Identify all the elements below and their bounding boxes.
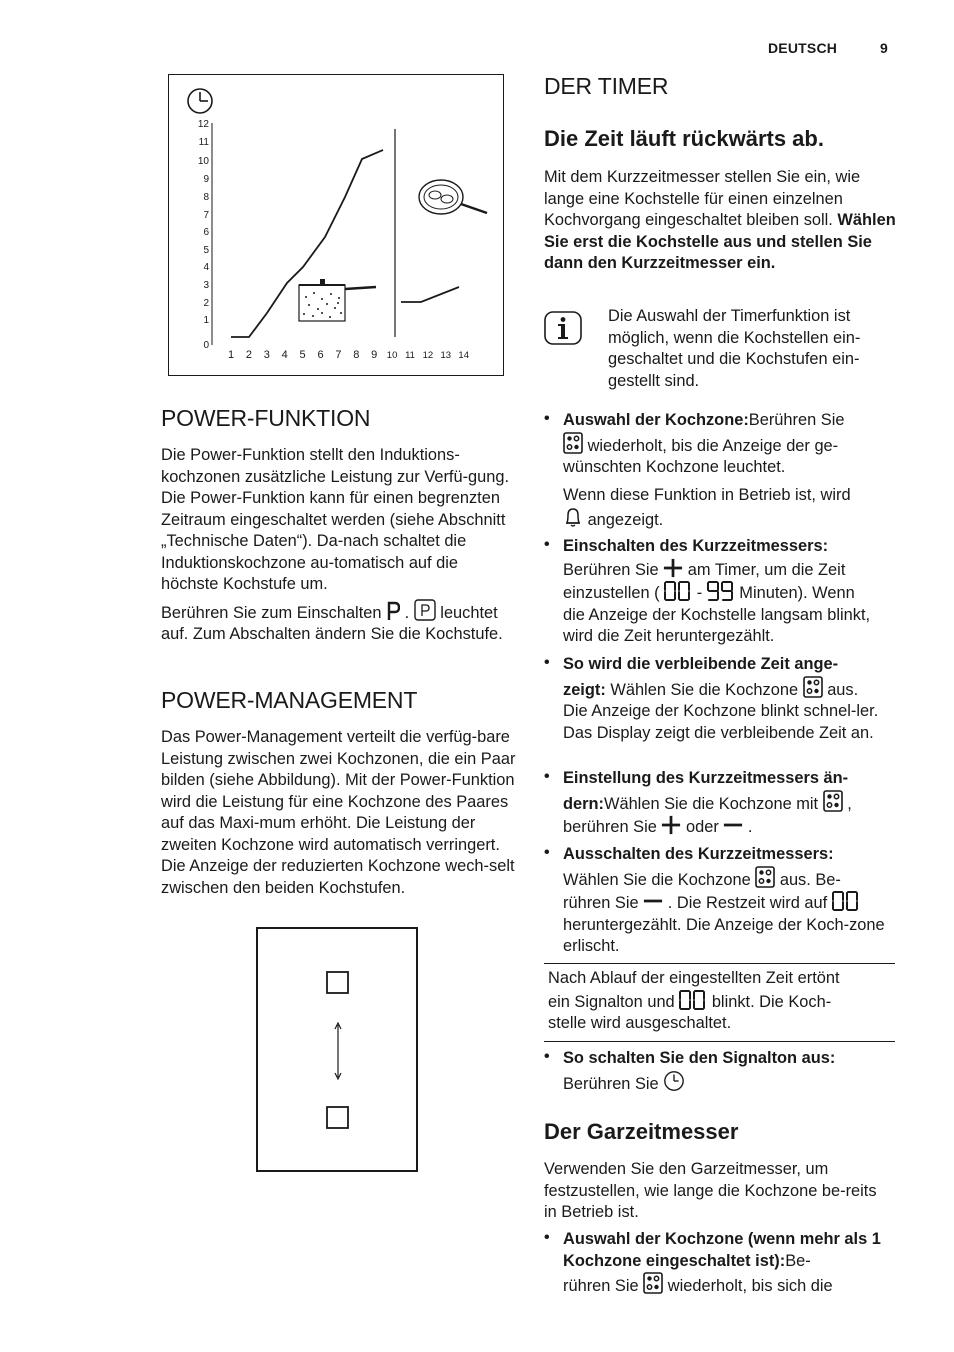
- timer-subtitle: Die Zeit läuft rückwärts ab.: [544, 126, 824, 151]
- power-graph-figure: [168, 74, 504, 376]
- bullet-1-text-c: wünschten Kochzone leuchtet.: [563, 458, 786, 476]
- garzeitmesser-text: Verwenden Sie den Garzeitmesser, um festzustellen, wie lange die Kochzone be-reits in Betrieb ist.: [544, 1160, 877, 1221]
- y-tick-label: 8: [203, 192, 209, 203]
- bullet-6-heading: So schalten Sie den Signalton aus:: [563, 1049, 836, 1067]
- page-number: 9: [880, 40, 888, 56]
- bullet-2-text-b: am Timer, um die Zeit: [687, 560, 846, 579]
- x-tick-label: 8: [353, 349, 360, 361]
- note-text-c: blinkt. Die Koch-: [711, 992, 832, 1011]
- display-00-icon: [664, 584, 692, 602]
- bullet-2-text-d: -: [696, 584, 703, 602]
- bullet-4-heading-a: Einstellung des Kurzzeitmessers än-: [563, 769, 849, 787]
- power-display-icon: [414, 599, 436, 621]
- x-tick-label: 5: [299, 349, 306, 361]
- note-text-d: stelle wird ausgeschaltet.: [548, 1014, 732, 1032]
- lower-zone-square: [327, 1107, 348, 1128]
- y-tick-label: 5: [203, 245, 209, 256]
- bullet-signalton-aus: • So schalten Sie den Signalton aus: Berühren Sie: [544, 1048, 836, 1093]
- bullet-4-text-b: ,: [847, 794, 852, 813]
- x-tick-label: 7: [335, 349, 342, 361]
- bullet-5-text-b: aus. Be-: [779, 870, 841, 889]
- y-tick-label: 1: [203, 315, 209, 326]
- bullet-2-text-a: Berühren Sie: [563, 560, 659, 579]
- note-text: [548, 968, 893, 1035]
- power-funktion-instruction: Berühren Sie zum Einschalten: [161, 603, 382, 622]
- reduced-curve: [401, 287, 459, 302]
- bullet-einstellung-aendern: • Einstellung des Kurzzeitmessers än- dern:Wählen Sie die Kochzone mit , berühren Sie oder .: [544, 768, 852, 836]
- y-tick-label: 9: [203, 174, 209, 185]
- x-tick-label: 6: [317, 349, 324, 361]
- y-tick-label: 7: [203, 210, 209, 221]
- x-tick-label: 11: [405, 350, 415, 361]
- power-funktion-instruction-end: leuchtet auf. Zum Abschalten ändern Sie die Kochstufe.: [161, 603, 503, 643]
- y-tick-label: 11: [198, 137, 209, 148]
- cooking-zone-icon: [755, 866, 775, 888]
- timer-title: DER TIMER: [544, 73, 669, 99]
- bullet-3-text-c: Die Anzeige der Kochzone blinkt schnel-ler. Das Display zeigt die verbleibende Zeit an.: [563, 702, 879, 742]
- pot-icon: [299, 279, 376, 321]
- header-language: DEUTSCH: [768, 40, 838, 56]
- info-icon: [544, 311, 582, 345]
- garzeit-bullet-text-c: wiederholt, bis sich die: [667, 1277, 833, 1295]
- bullet-5-text-e: heruntergezählt. Die Anzeige der Koch-zone erlischt.: [563, 915, 885, 955]
- bullet-2-heading: Einschalten des Kurzzeitmessers:: [563, 537, 829, 555]
- upper-zone-square: [327, 972, 348, 993]
- cooking-zone-icon: [643, 1272, 663, 1294]
- x-tick-label: 2: [245, 349, 252, 361]
- x-tick-label: 14: [458, 350, 469, 361]
- timer-intro-text: Mit dem Kurzzeitmesser stellen Sie ein, wie lange eine Kochstelle für einen einzelnen Kochvorgang eingeschaltet bleiben soll.: [544, 168, 861, 229]
- power-management-text: Das Power-Management verteilt die verfüg-bare Leistung zwischen zwei Kochzonen, die ein Paar bilden (siehe Abbildung). Mit der Power-Funktion wird die Leistung für eine Kochzone des Paares auf das Maxi-mum erhöht. Die Leistung der zweiten Kochzone wird automatisch verringert. Die Anzeige der reduzierten Kochzone wech-selt zwischen den beiden Kochstufen.: [161, 728, 516, 897]
- power-management-title: POWER-MANAGEMENT: [161, 687, 418, 713]
- bullet-4-heading-b: dern:: [563, 794, 604, 813]
- bullet-1-heading: Auswahl der Kochzone:: [563, 411, 749, 429]
- power-curve: [231, 150, 383, 337]
- bell-icon: [563, 506, 583, 528]
- x-tick-label: 1: [227, 349, 235, 361]
- minus-icon: [643, 891, 663, 911]
- note-text-a: Nach Ablauf der eingestellten Zeit ertönt: [548, 969, 840, 987]
- bullet-ausschalten-kurzzeitmesser: • Ausschalten des Kurzzeitmessers: Wählen Sie die Kochzone aus. Be- rühren Sie . Die Restzeit wird auf heruntergezählt. Die Anzeige der Koch-zone erlischt.: [544, 844, 885, 955]
- garzeitmesser-title: Der Garzeitmesser: [544, 1119, 739, 1144]
- cooking-zone-icon: [823, 790, 843, 812]
- garzeit-bullet-text-b: rühren Sie: [563, 1277, 639, 1295]
- bullet-4-text-a: Wählen Sie die Kochzone mit: [603, 794, 819, 813]
- x-tick-label: 12: [422, 350, 434, 361]
- minus-icon: [723, 815, 743, 835]
- plus-icon: [661, 815, 681, 835]
- power-funktion-paragraph: Die Power-Funktion stellt den Induktions-kochzonen zusätzliche Leistung zur Verfü-gung. Die Power-Funktion kann für einen begrenzten Zeitraum eingeschaltet werden (siehe Abschnitt „Technische Daten“). Da-nach schaltet die Induktionskochzone au-tomatisch auf die höchste Kochstufe um.: [161, 446, 510, 593]
- bullet-3-text-b: aus.: [827, 680, 859, 699]
- bullet-4-text-c: berühren Sie: [563, 818, 657, 836]
- y-tick-label: 10: [197, 156, 209, 167]
- bullet-garzeitmesser-auswahl: • Auswahl der Kochzone (wenn mehr als 1 Kochzone eingeschaltet ist):Be- rühren Sie wiederholt, bis sich die: [544, 1229, 881, 1295]
- x-tick-label: 4: [281, 349, 288, 361]
- note-text-b: ein Signalton und: [548, 992, 675, 1011]
- bullet-3-heading-a: So wird die verbleibende Zeit ange-: [563, 655, 839, 673]
- y-tick-label: 0: [203, 340, 209, 351]
- frying-pan-icon: [419, 180, 487, 214]
- bullet-4-text-e: .: [747, 818, 753, 836]
- bullet-5-text-c: rühren Sie: [563, 894, 639, 912]
- bullet-5-text-d: . Die Restzeit wird auf: [667, 894, 828, 912]
- bullet-1-text-b: wiederholt, bis die Anzeige der ge-: [587, 436, 839, 455]
- power-funktion-dot: .: [404, 603, 410, 622]
- power-p-icon: [386, 601, 400, 621]
- clock-icon: [663, 1070, 685, 1092]
- garzeit-bullet-heading: Auswahl der Kochzone (wenn mehr als 1 Kochzone eingeschaltet ist):: [563, 1230, 881, 1270]
- bullet-auswahl-kochzone: • Auswahl der Kochzone:Berühren Sie wiederholt, bis die Anzeige der ge- wünschten Kochzone leuchtet. Wenn diese Funktion in Betrieb ist, wird angezeigt.: [544, 410, 851, 529]
- y-tick-label: 3: [203, 280, 209, 291]
- cooking-zone-icon: [563, 432, 583, 454]
- display-99-icon: [707, 584, 735, 602]
- garzeit-bullet-text-a: Be-: [785, 1251, 811, 1270]
- bullet-3-text-a: Wählen Sie die Kochzone: [610, 680, 799, 699]
- display-00-icon: [679, 993, 707, 1011]
- bullet-5-heading: Ausschalten des Kurzzeitmessers:: [563, 845, 834, 863]
- y-tick-label: 4: [203, 262, 209, 273]
- bullet-verbleibende-zeit: • So wird die verbleibende Zeit ange- zeigt: Wählen Sie die Kochzone aus. Die Anzeige der Kochzone blinkt schnel-ler. Das Display zeigt die verbleibende Zeit an.: [544, 654, 879, 742]
- note-top-rule: [544, 963, 895, 964]
- x-tick-label: 10: [386, 350, 398, 361]
- bullet-1-text-e: angezeigt.: [587, 511, 664, 529]
- bullet-4-text-d: oder: [685, 818, 719, 836]
- power-funktion-text: [161, 445, 513, 646]
- info-text: Die Auswahl der Timerfunktion ist möglich, wenn die Kochstellen ein-geschaltet und die Kochstufen ein-gestellt sind.: [608, 307, 861, 390]
- x-tick-label: 3: [263, 349, 270, 361]
- bullet-6-text-a: Berühren Sie: [563, 1074, 659, 1093]
- power-graph: [169, 75, 503, 375]
- x-tick-label: 13: [440, 350, 452, 361]
- cooking-zone-pair-figure: [256, 927, 418, 1172]
- clock-icon: [188, 89, 212, 113]
- display-00-icon: [832, 894, 860, 912]
- timer-intro: [544, 167, 896, 275]
- power-funktion-title: POWER-FUNKTION: [161, 405, 371, 431]
- bullet-2-text-c: einzustellen (: [563, 584, 660, 602]
- x-tick-label: 9: [371, 349, 378, 361]
- cooking-zone-icon: [803, 676, 823, 698]
- note-bottom-rule: [544, 1041, 895, 1042]
- bullet-einschalten-kurzzeitmesser: • Einschalten des Kurzzeitmessers: Berühren Sie am Timer, um die Zeit einzustellen ( - Minuten). Wenn die Anzeige der Kochstelle langsam blinkt, wird die Zeit heruntergezählt.: [544, 536, 871, 645]
- bullet-1-text-d: Wenn diese Funktion in Betrieb ist, wird: [563, 485, 851, 504]
- bullet-5-text-a: Wählen Sie die Kochzone: [563, 870, 751, 889]
- y-tick-label: 2: [203, 298, 209, 309]
- timer-intro-bold: Wählen Sie erst die Kochstelle aus und stellen Sie dann den Kurzzeitmesser ein.: [544, 211, 896, 272]
- bullet-1-text-a: Berühren Sie: [748, 411, 845, 429]
- bullet-2-text-e: Minuten). Wenn: [739, 584, 855, 602]
- y-tick-label: 12: [197, 119, 209, 130]
- bullet-3-heading-b: zeigt:: [563, 680, 606, 699]
- y-tick-label: 6: [203, 227, 209, 238]
- plus-icon: [663, 558, 683, 578]
- bullet-2-text-f: die Anzeige der Kochstelle langsam blinkt, wird die Zeit heruntergezählt.: [563, 605, 871, 645]
